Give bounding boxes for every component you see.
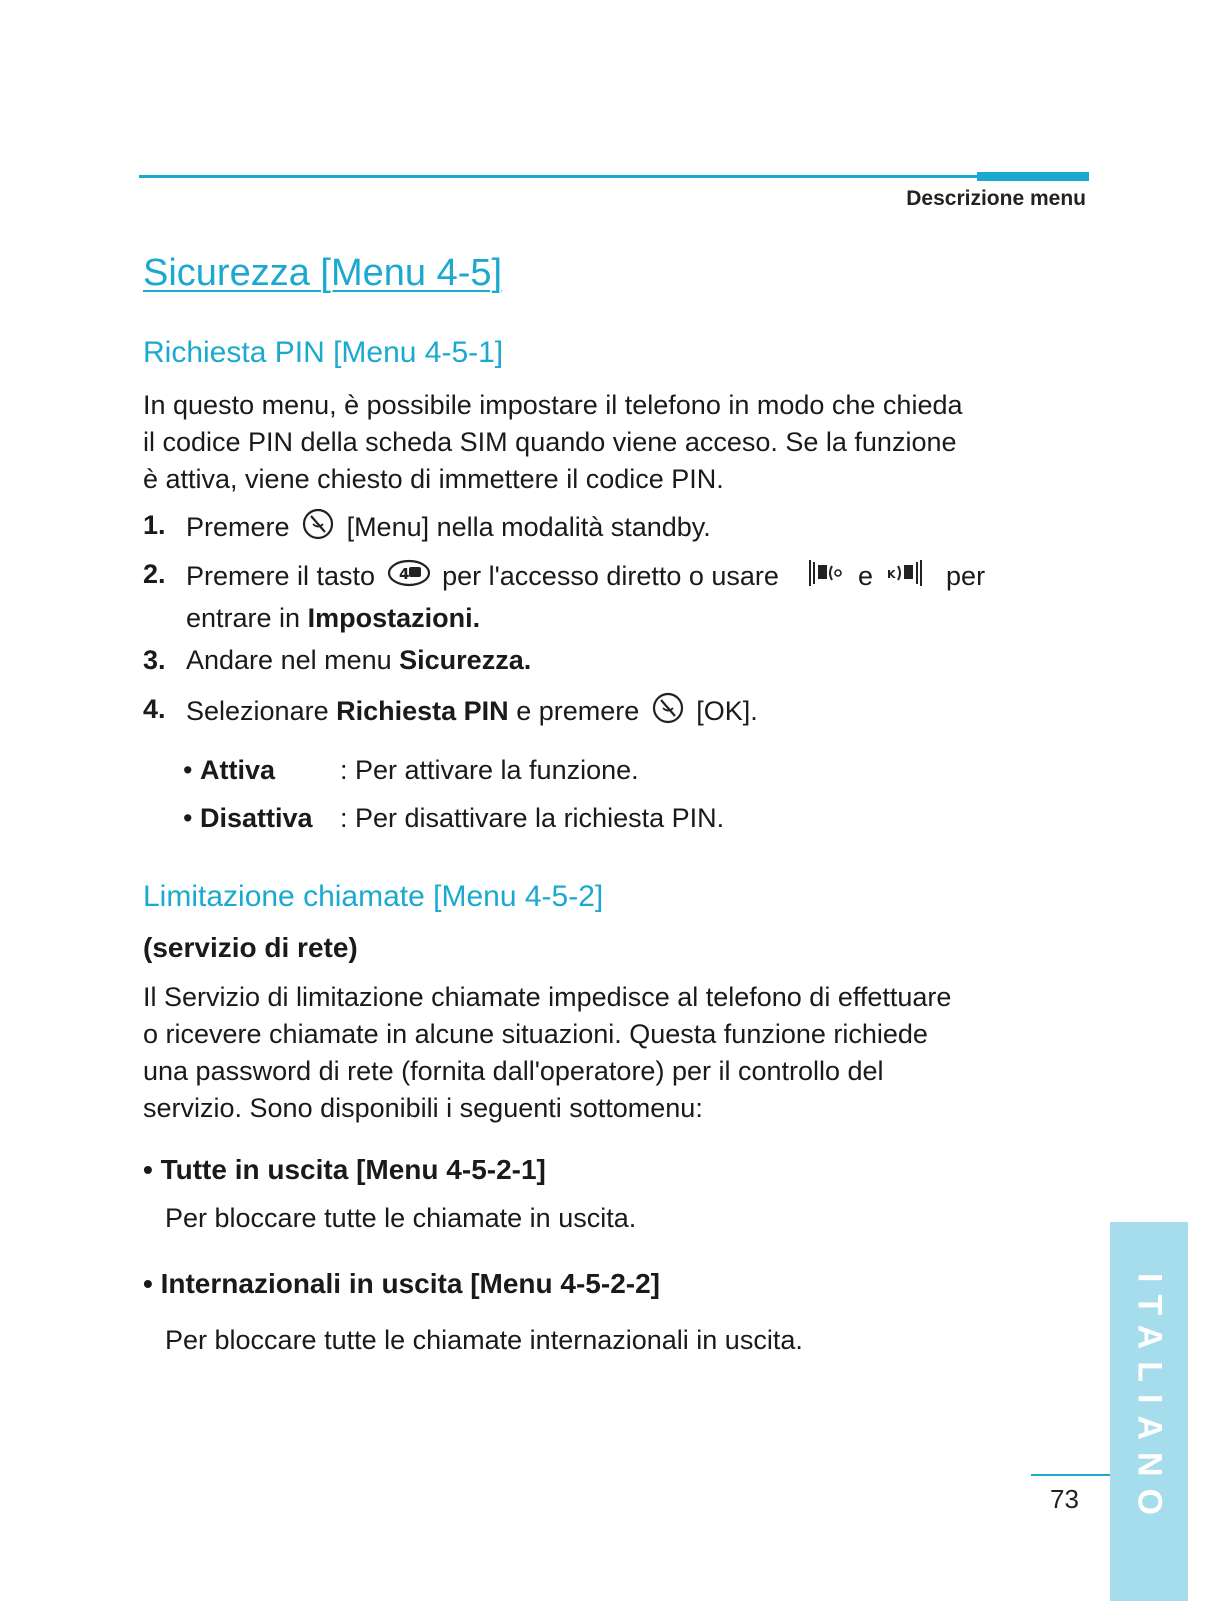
step-number: 3. [143, 645, 166, 675]
step-3 [143, 642, 1093, 679]
barring-intro-line: servizio. Sono disponibili i seguenti sottomenu: [143, 1093, 703, 1123]
step-text: per l'accesso diretto o usare [442, 561, 779, 592]
step-number: 2. [143, 559, 166, 589]
menu-softkey-icon [301, 507, 335, 551]
pin-intro-line: In questo menu, è possibile impostare il telefono in modo che chieda [143, 390, 963, 420]
barring-item-title: • Tutte in uscita [Menu 4-5-2-1] [143, 1154, 546, 1185]
header-rule-accent [977, 172, 1089, 181]
svg-text:4: 4 [398, 565, 410, 583]
page-number: 73 [1050, 1484, 1079, 1514]
step-text: e [857, 561, 873, 592]
nav-right-key-icon [885, 556, 925, 600]
barring-intro-line: o ricevere chiamate in alcune situazioni. Questa funzione richiede [143, 1019, 928, 1049]
section-label: Descrizione menu [906, 187, 1086, 210]
option-term: Disattiva [199, 803, 313, 833]
step-emphasis: Sicurezza. [399, 645, 532, 675]
step-2 [143, 556, 1093, 637]
barring-item-title: • Internazionali in uscita [Menu 4-5-2-2] [143, 1268, 660, 1299]
option-item: • Attiva : Per attivare la funzione. [183, 752, 639, 789]
step-text: e premere [516, 696, 640, 727]
step-4 [143, 691, 1093, 735]
barring-section-heading: Limitazione chiamate [Menu 4-5-2] [143, 880, 604, 913]
step-text: Premere il tasto [186, 561, 376, 592]
barring-item-title-text: Tutte in uscita [Menu 4-5-2-1] [160, 1154, 546, 1185]
step-text: per [946, 561, 986, 592]
option-item: • Disattiva : Per disattivare la richiesta PIN. [183, 800, 724, 837]
step-text: Premere [186, 512, 290, 543]
page-number-rule [1031, 1474, 1110, 1476]
step-text: [Menu] nella modalità standby. [346, 512, 711, 543]
pin-intro-line: è attiva, viene chiesto di immettere il codice PIN. [143, 464, 724, 494]
barring-subheading: (servizio di rete) [143, 932, 358, 963]
header-rule [139, 175, 977, 178]
step-emphasis: Impostazioni. [307, 603, 481, 633]
language-tab-label: ITALIANO [1130, 1272, 1169, 1528]
menu-softkey-icon [651, 691, 685, 735]
step-emphasis: Richiesta PIN [336, 696, 509, 727]
step-number: 4. [143, 694, 166, 724]
barring-item-desc: Per bloccare tutte le chiamate internazionali in uscita. [165, 1325, 803, 1355]
step-number: 1. [143, 510, 166, 540]
barring-intro-line: Il Servizio di limitazione chiamate impedisce al telefono di effettuare [143, 982, 952, 1012]
option-desc: : Per disattivare la richiesta PIN. [339, 803, 725, 833]
step-1 [143, 507, 1093, 551]
nav-left-key-icon [806, 556, 846, 600]
pin-section-heading: Richiesta PIN [Menu 4-5-1] [143, 336, 504, 369]
barring-intro-line: una password di rete (fornita dall'operatore) per il controllo del [143, 1056, 884, 1086]
step-text: Selezionare [186, 696, 329, 727]
barring-intro [143, 979, 1093, 1127]
option-desc: : Per attivare la funzione. [339, 755, 639, 785]
barring-item-desc: Per bloccare tutte le chiamate in uscita. [165, 1203, 637, 1233]
step-text: [OK]. [696, 696, 758, 727]
step-text: entrare in [186, 603, 301, 633]
option-term: Attiva [199, 755, 275, 785]
barring-item-title-text: Internazionali in uscita [Menu 4-5-2-2] [160, 1268, 660, 1299]
pin-intro-line: il codice PIN della scheda SIM quando viene acceso. Se la funzione [143, 427, 957, 457]
page-title: Sicurezza [Menu 4-5] [143, 252, 503, 294]
pin-intro [143, 387, 1093, 498]
svg-text:K: K [886, 568, 896, 581]
step-text: Andare nel menu [186, 645, 392, 675]
key-4-icon [387, 558, 431, 598]
